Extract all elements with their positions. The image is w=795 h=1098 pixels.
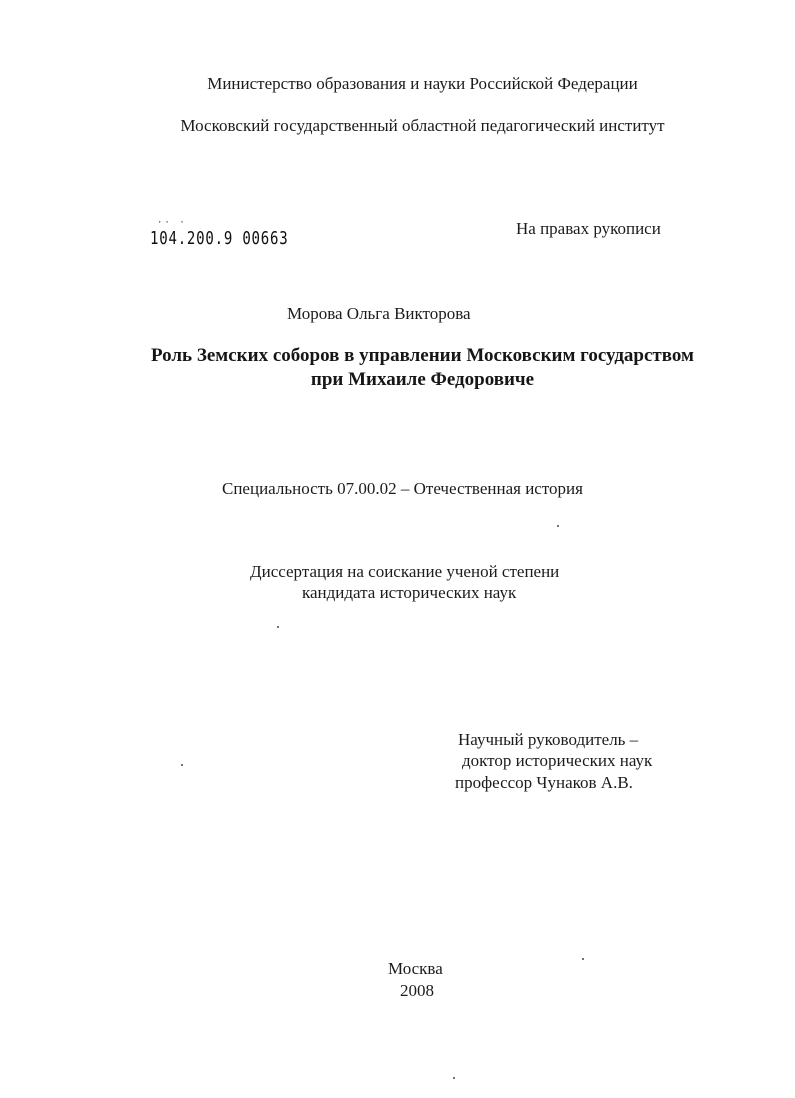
ministry-heading: Министерство образования и науки Российской Федерации (207, 74, 638, 93)
year-label: 2008 (400, 981, 434, 1000)
supervisor-label: Научный руководитель – (458, 730, 639, 749)
scan-speck (453, 1077, 455, 1079)
supervisor-degree: доктор исторических наук (462, 751, 653, 770)
scan-speck (582, 958, 584, 960)
title-line-1: Роль Земских соборов в управлении Московским государством (151, 345, 694, 366)
dissertation-purpose-line-2: кандидата исторических наук (302, 583, 517, 602)
dissertation-purpose-line-1: Диссертация на соискание ученой степени (250, 562, 560, 581)
scan-speck (181, 764, 183, 766)
archive-number-stamp: 104.200.9 00663 (150, 228, 289, 249)
city-label: Москва (388, 959, 443, 978)
scan-speck (277, 626, 279, 628)
scan-speck (557, 525, 559, 527)
dissertation-title (0, 344, 795, 392)
manuscript-rights-label: На правах рукописи (516, 219, 661, 238)
stamp-marks: ·· · (157, 218, 187, 228)
institute-heading: Московский государственный областной педагогический институт (180, 116, 665, 135)
title-line-2: при Михаиле Федоровиче (310, 369, 535, 390)
author-name: Морова Ольга Викторова (287, 304, 471, 323)
specialty-line: Специальность 07.00.02 – Отечественная история (222, 479, 583, 498)
supervisor-name: профессор Чунаков А.В. (455, 773, 633, 792)
